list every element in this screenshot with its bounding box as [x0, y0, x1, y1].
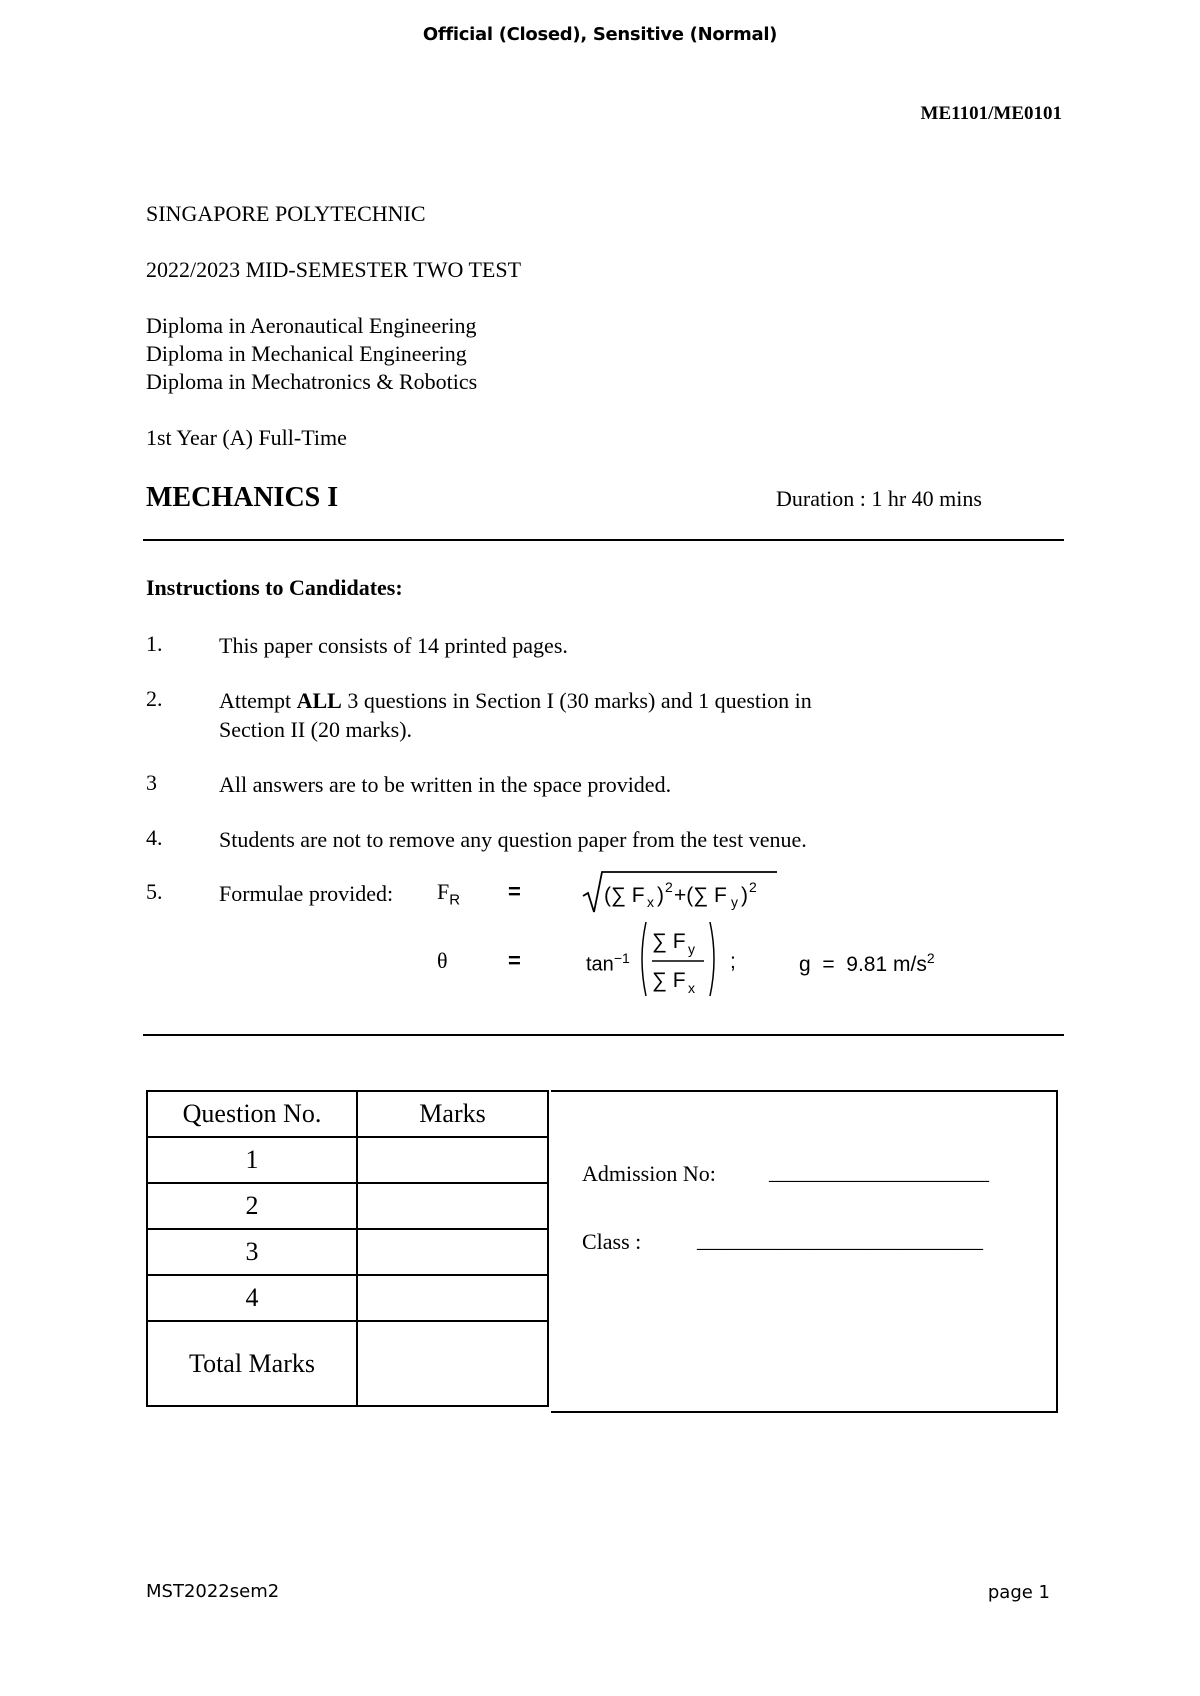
instruction-text-post: 3 questions in Section I (30 marks) and 1 question in [341, 688, 812, 713]
gravity-text: g = 9.81 m/s [799, 953, 927, 976]
table-header-row [147, 1091, 548, 1137]
diploma-aeronautical: Diploma in Aeronautical Engineering [146, 313, 477, 338]
svg-text:∑ F: ∑ F [652, 930, 686, 953]
instruction-text: This paper consists of 14 printed pages. [219, 633, 568, 658]
theta-symbol: θ [437, 948, 448, 973]
equals-sign: = [508, 879, 521, 904]
svg-text:): ) [657, 884, 664, 907]
instruction-text: Students are not to remove any question paper from the test venue. [219, 827, 807, 852]
instruction-text-bold: ALL [296, 688, 342, 713]
tan-function [586, 950, 630, 977]
svg-text:x: x [688, 980, 695, 996]
instruction-number: 2. [146, 686, 163, 711]
question-number: 3 [147, 1229, 357, 1275]
gravity-constant [799, 950, 935, 977]
candidate-info-box [551, 1090, 1058, 1413]
class-field[interactable]: __________________________ [697, 1227, 983, 1252]
fr-symbol: F [437, 879, 450, 904]
divider-bottom [143, 1034, 1064, 1036]
marks-cell[interactable] [357, 1183, 548, 1229]
instruction-text-pre: Attempt [219, 688, 297, 713]
fr-subscript: R [449, 891, 461, 909]
test-name: 2022/2023 MID-SEMESTER TWO TEST [146, 257, 522, 282]
table-row [147, 1275, 548, 1321]
table-row [147, 1229, 548, 1275]
admission-label: Admission No: [582, 1161, 716, 1186]
marks-table [146, 1090, 549, 1407]
column-header-question: Question No. [147, 1091, 357, 1137]
semicolon: ; [730, 950, 736, 973]
marks-cell[interactable] [357, 1137, 548, 1183]
question-number: 4 [147, 1275, 357, 1321]
footer-page-number: page 1 [987, 1582, 1050, 1603]
svg-text:y: y [731, 894, 738, 910]
class-label: Class : [582, 1229, 642, 1254]
institution: SINGAPORE POLYTECHNIC [146, 201, 426, 226]
year-info: 1st Year (A) Full-Time [146, 425, 347, 450]
instruction-text-line2: Section II (20 marks). [219, 717, 413, 742]
table-row [147, 1183, 548, 1229]
instruction-number: 1. [146, 631, 163, 656]
instruction-text: Formulae provided: [219, 881, 394, 906]
svg-text:): ) [741, 884, 748, 907]
svg-text:(∑ F: (∑ F [604, 884, 645, 907]
svg-text:∑ F: ∑ F [652, 969, 686, 992]
table-total-row [147, 1321, 548, 1406]
svg-text:y: y [688, 941, 695, 957]
duration: Duration : 1 hr 40 mins [776, 486, 982, 511]
svg-text:x: x [647, 894, 654, 910]
diploma-mechanical: Diploma in Mechanical Engineering [146, 341, 467, 366]
classification-label: Official (Closed), Sensitive (Normal) [422, 24, 778, 45]
formula-fr-label [437, 879, 460, 908]
tan-exponent: −1 [613, 950, 630, 966]
admission-field[interactable]: ____________________ [769, 1159, 989, 1184]
table-row [147, 1137, 548, 1183]
question-number: 1 [147, 1137, 357, 1183]
subject-title: MECHANICS I [146, 482, 339, 513]
tan-text: tan [586, 953, 614, 976]
svg-text:2: 2 [749, 879, 757, 895]
marks-cell[interactable] [357, 1229, 548, 1275]
svg-text:+(∑ F: +(∑ F [674, 884, 727, 907]
column-header-marks: Marks [357, 1091, 548, 1137]
instruction-number: 4. [146, 825, 163, 850]
gravity-exponent: 2 [926, 950, 935, 966]
instruction-number: 3 [146, 770, 157, 795]
diploma-mechatronics: Diploma in Mechatronics & Robotics [146, 369, 478, 394]
course-code: ME1101/ME0101 [920, 103, 1062, 124]
equals-sign: = [508, 948, 521, 973]
divider-top [143, 539, 1064, 541]
instruction-text [219, 686, 812, 715]
total-marks-label: Total Marks [147, 1321, 357, 1406]
resultant-formula-graphic [581, 866, 781, 918]
footer-doc-id: MST2022sem2 [146, 1581, 280, 1602]
marks-cell[interactable] [357, 1275, 548, 1321]
theta-fraction-graphic [638, 918, 718, 1000]
instruction-number: 5. [146, 879, 163, 904]
svg-text:2: 2 [665, 879, 673, 895]
question-number: 2 [147, 1183, 357, 1229]
instruction-text: All answers are to be written in the space provided. [219, 772, 672, 797]
instructions-heading: Instructions to Candidates: [146, 575, 403, 600]
total-marks-cell[interactable] [357, 1321, 548, 1406]
